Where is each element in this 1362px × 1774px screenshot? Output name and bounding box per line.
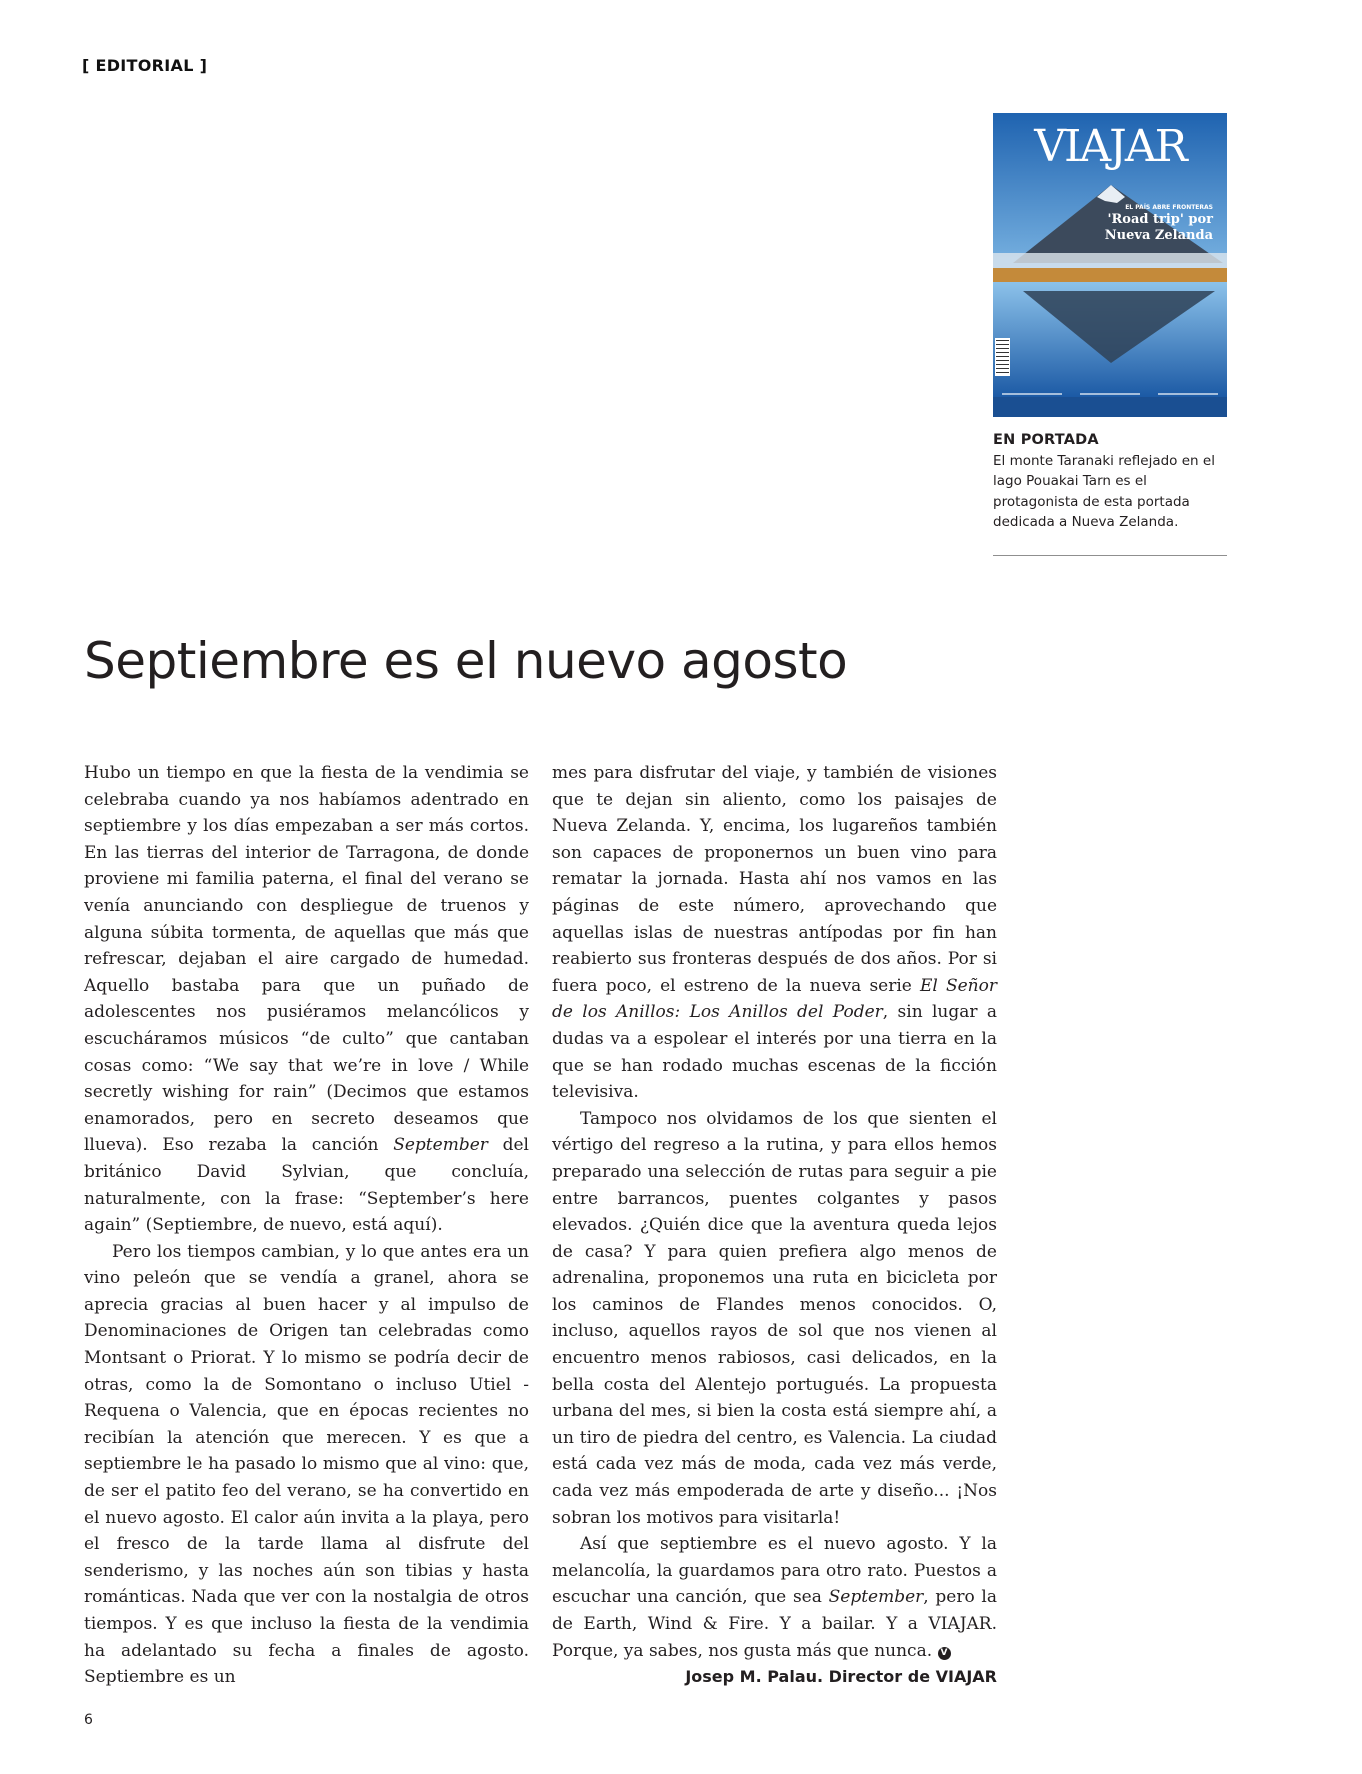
article-paragraph: Hubo un tiempo en que la fiesta de la vendimia se celebraba cuando ya nos habíamos adentrado en septiembre y los días empezaban a ser más cortos. En las tierras del interior de Tarragona, de donde proviene mi familia paterna, el final del verano se venía anunciando con despliegue de truenos y alguna súbita tormenta, de aquellas que más que refrescar, dejaban el aire cargado de humedad. Aquello bastaba para que un puñado de adolescentes nos pusiéramos melancólicos y escucháramos músicos “de culto” que cantaban cosas como: “We say that we’re in love / While secretly wishing for rain” (Decimos que estamos enamorados, pero en secreto deseamos que llueva). Eso rezaba la canción September del británico David Sylvian, que concluía, naturalmente, con la frase: “September’s here again” (Septiembre, de nuevo, está aquí). — [84, 763, 529, 1236]
section-tag: [ EDITORIAL ] — [82, 56, 208, 75]
end-mark-icon: V — [938, 1647, 951, 1660]
cover-caption — [993, 430, 1227, 533]
article-paragraph: Pero los tiempos cambian, y lo que antes era un vino peleón que se vendía a granel, ahora se aprecia gracias al buen hacer y al impulso de Denominaciones de Origen tan celebradas como Montsant o Priorat. Y lo mismo se podría decir de otras, como la de Somontano o incluso Utiel - Requena o Valencia, que en épocas recientes no recibían la atención que merecen. Y es que a septiembre le ha pasado lo mismo que al vino: que, de ser el patito feo del verano, se ha convertido en el nuevo agosto. El calor aún invita a la playa, pero el fresco de la tarde llama al disfrute del senderismo, y las noches aún son tibias y hasta románticas. Nada que ver con la nostalgia de otros tiempos. Y es que incluso la fiesta de la vendimia ha adelantado su fecha a finales de agosto. Septiembre es un — [84, 1241, 529, 1688]
article-paragraph: Así que septiembre es el nuevo agosto. Y la melancolía, la guardamos para otro rato. Puestos a escuchar una canción, que sea September, pero la de Earth, Wind & Fire. Y a bailar. Y a VIAJAR. Porque, ya sabes, nos gusta más que nunca. V — [552, 1534, 998, 1661]
cover-footer — [993, 393, 1227, 417]
caption-text: El monte Taranaki reflejado en el lago Pouakai Tarn es el protagonista de esta portada dedicada a Nueva Zelanda. — [993, 452, 1215, 530]
article-paragraph: Tampoco nos olvidamos de los que sienten el vértigo del regreso a la rutina, y para ellos hemos preparado una selección de rutas para seguir a pie entre barrancos, puentes colgantes y pasos elevados. ¿Quién dice que la aventura queda lejos de casa? Y para quien prefiera algo menos de adrenalina, proponemos una ruta en bicicleta por los caminos de Flandes menos conocidos. O, incluso, aquellos rayos de sol que nos vienen al encuentro menos rabiosos, casi delicados, en la bella costa del Alentejo portugués. La propuesta urbana del mes, si bien la costa está siempre ahí, a un tiro de piedra del centro, es Valencia. La ciudad está cada vez más de moda, cada vez más verde, cada vez más empoderada de arte y diseño... ¡Nos sobran los motivos para visitarla! — [552, 1108, 997, 1528]
cover-logo: VIAJAR — [1034, 121, 1186, 172]
article-column-right — [552, 760, 997, 1691]
article-column-left — [84, 760, 529, 1691]
magazine-cover-image — [993, 113, 1227, 417]
caption-title: EN PORTADA — [993, 432, 1099, 448]
caption-divider — [993, 555, 1227, 556]
cover-kicker: EL PAÍS ABRE FRONTERAS — [1125, 204, 1213, 211]
barcode-icon — [995, 338, 1010, 376]
author-signature: Josep M. Palau. Director de VIAJAR — [685, 1667, 997, 1687]
article-paragraph: mes para disfrutar del viaje, y también de visiones que te dejan sin aliento, como los paisajes de Nueva Zelanda. Y, encima, los lugareños también son capaces de proponernos un buen vino para rematar la jornada. Hasta ahí nos vamos en las páginas de este número, aprovechando que aquellas islas de nuestras antípodas por fin han reabierto sus fronteras después de dos años. Por si fuera poco, el estreno de la nueva serie El Señor de los Anillos: Los Anillos del Poder, sin lugar a dudas va a espolear el interés por una tierra en la que se han rodado muchas escenas de la ficción televisiva. — [552, 763, 997, 1103]
article-headline: Septiembre es el nuevo agosto — [84, 631, 848, 690]
cover-headline: 'Road trip' por Nueva Zelanda — [1104, 212, 1213, 243]
page-number: 6 — [84, 1712, 93, 1728]
